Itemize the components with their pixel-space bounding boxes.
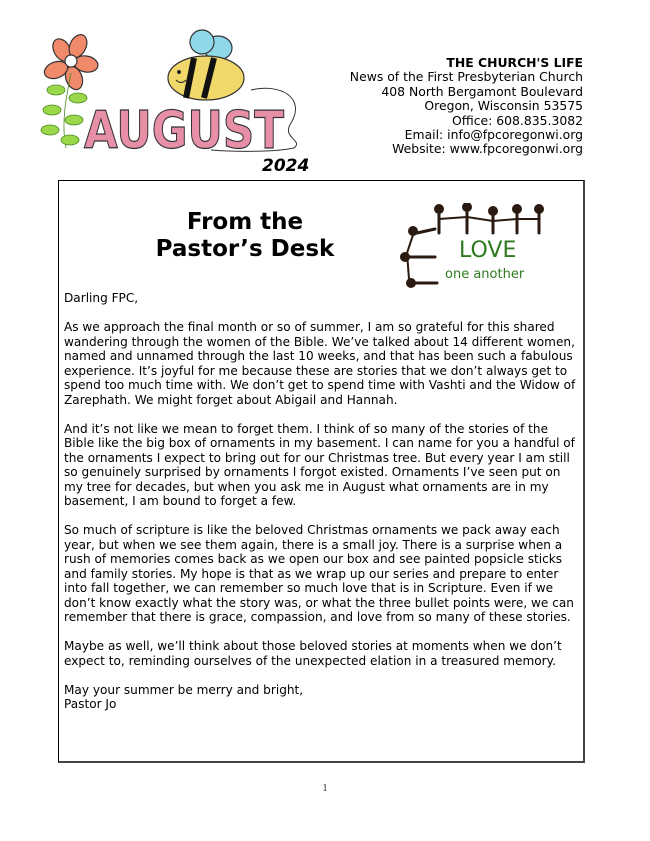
salutation: Darling FPC, [64, 291, 139, 305]
love-one-another-image [399, 203, 551, 299]
heading-line-2: Pastor’s Desk [155, 236, 335, 262]
newsletter-title: THE CHURCH'S LIFE [446, 55, 583, 70]
article-heading [119, 209, 371, 263]
church-website[interactable]: Website: www.fpcoregonwi.org [392, 141, 583, 157]
masthead [350, 56, 583, 157]
paragraph: Maybe as well, we’ll think about those beloved stories at moments when we don’t expect to, reminding ourselves of the unexpected elation in a treasured memory. [64, 639, 562, 668]
logo-year: 2024 [262, 156, 310, 176]
newsletter-subtitle: News of the First Presbyterian Church [349, 69, 583, 85]
august-banner-art [36, 28, 321, 156]
paragraph: As we approach the final month or so of summer, I am so grateful for this shared wandering through the women of the Bible. We’ve talked about 14 different women, named and unnamed through the last 10 weeks, and that has been such a fabulous experience. It’s joyful for me because these are stories that we don’t always get to spend too much time with. We don’t get to spend time with Vashti and the Widow of Zarephath. We might forget about Abigail and Hannah. [64, 320, 576, 407]
pastor-article-box [58, 180, 585, 763]
one-another-words: one another [445, 267, 525, 282]
signature: Pastor Jo [64, 697, 117, 711]
paragraph: And it’s not like we mean to forget them. I think of so many of the stories of the Bible like the big box of ornaments in my basement. I can name for you a handful of the ornaments I expect to bring out for our Christmas tree. But every year I am still so genuinely surprised by ornaments I forgot existed. Ornaments I’ve seen put on my tree for decades, but when you ask me in August what ornaments are in my basement, I am bound to forget a few. [64, 421, 575, 508]
bee-icon [168, 30, 244, 100]
church-email[interactable]: Email: info@fpcoregonwi.org [404, 127, 583, 143]
august-word: AUGUST [84, 101, 285, 156]
closing: May your summer be merry and bright, [64, 682, 304, 697]
church-address: 408 North Bergamont Boulevard [381, 83, 583, 99]
church-office-phone: Office: 608.835.3082 [452, 112, 583, 128]
flower-icon [42, 32, 99, 92]
paragraph: So much of scripture is like the beloved Christmas ornaments we pack away each year, but when we see them again, there is a small joy. There is a surprise when a rush of memories comes back as we open our box and see painted popsicle sticks and family stories. My hope is that as we wrap up our series and prepare to enter into fall together, we can remember so much love that is in Scripture. Even if we don’t know exactly what the story was, or what the three bullet points were, we can remember that there is grace, compassion, and love from so many of these stories. [64, 523, 574, 624]
august-2024-logo [36, 28, 321, 178]
love-word: LOVE [459, 238, 517, 263]
church-city: Oregon, Wisconsin 53575 [424, 98, 583, 114]
page-number: 1 [322, 782, 328, 794]
heading-line-1: From the [186, 209, 304, 235]
letter-body [64, 291, 580, 712]
